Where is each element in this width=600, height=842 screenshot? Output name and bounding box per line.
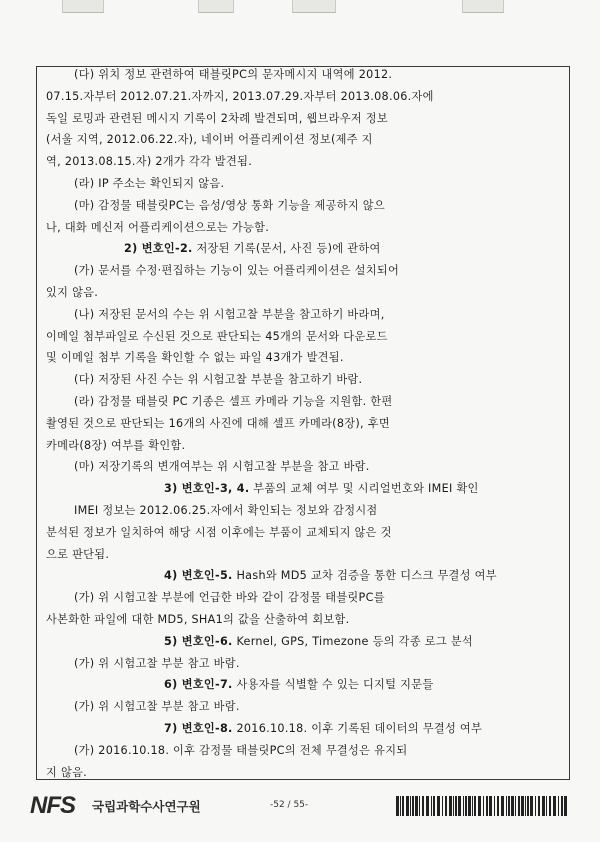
scan-mark bbox=[462, 0, 504, 13]
barcode-bar bbox=[412, 796, 414, 816]
text-line: 07.15.자부터 2012.07.21.자까지, 2013.07.29.자부터 2013.08.06.자에 bbox=[46, 89, 434, 103]
text-line: 분석된 정보가 일치하여 해당 시점 이후에는 부품이 교체되지 않은 것 bbox=[46, 525, 392, 539]
text-line: 으로 판단됨. bbox=[46, 547, 110, 561]
barcode-bar bbox=[518, 796, 520, 816]
text-line: 촬영된 것으로 판단되는 16개의 사진에 대해 셀프 카메라(8장), 후면 bbox=[46, 416, 390, 430]
text-line: 사본화한 파일에 대한 MD5, SHA1의 값을 산출하여 회보함. bbox=[46, 612, 350, 626]
barcode-bar bbox=[564, 796, 567, 816]
item7-title: 2016.10.18. 이후 기록된 데이터의 무결성 여부 bbox=[236, 721, 483, 735]
barcode-bar bbox=[527, 796, 529, 816]
item3-body bbox=[40, 500, 566, 565]
barcode-bar bbox=[472, 796, 473, 816]
text-line: (가) 문서를 수정·편집하는 기능이 있는 어플리케이션은 설치되어 bbox=[74, 264, 400, 278]
barcode-bar bbox=[483, 796, 484, 816]
item4-ga bbox=[40, 587, 566, 631]
barcode-bar bbox=[455, 796, 457, 816]
item6-heading bbox=[40, 674, 566, 696]
item6-number: 6) 변호인-7. bbox=[164, 678, 233, 692]
barcode-bar bbox=[511, 796, 514, 816]
document-body bbox=[40, 64, 566, 783]
text-line: 나, 대화 메신저 어플리케이션으로는 가능함. bbox=[46, 220, 270, 234]
scan-top-marks bbox=[0, 0, 600, 20]
barcode-bar bbox=[410, 796, 411, 816]
text-line: (마) 저장기록의 변개여부는 위 시험고찰 부분을 참고 바람. bbox=[74, 460, 370, 474]
item5-title: Kernel, GPS, Timezone 등의 각종 로그 분석 bbox=[236, 634, 473, 648]
barcode-bar bbox=[553, 796, 556, 816]
barcode-bar bbox=[525, 796, 526, 816]
nfs-logo: NFS bbox=[30, 792, 75, 819]
barcode-bar bbox=[437, 796, 440, 816]
item2-ga bbox=[40, 260, 566, 304]
item7-ga bbox=[40, 740, 566, 784]
barcode-bar bbox=[406, 796, 409, 816]
barcode-bar bbox=[426, 796, 429, 816]
barcode-bar bbox=[474, 796, 476, 816]
barcode-bar bbox=[458, 796, 461, 816]
item2-da bbox=[40, 369, 566, 391]
barcode-bar bbox=[558, 796, 559, 816]
text-line: (나) 저장된 문서의 수는 위 시험고찰 부분을 참고하기 바라며, bbox=[74, 307, 385, 321]
text-line: 및 이메일 첨부 기록을 확인할 수 없는 파일 43개가 발견됨. bbox=[46, 351, 344, 365]
barcode-icon bbox=[396, 796, 570, 816]
item7-number: 7) 변호인-8. bbox=[164, 721, 233, 735]
text-line: (다) 저장된 사진 수는 위 시험고찰 부분을 참고하기 바람. bbox=[74, 373, 363, 387]
barcode-bar bbox=[396, 796, 399, 816]
text-line: 역, 2013.08.15.자) 2개가 각각 발견됨. bbox=[46, 155, 253, 169]
section-d-location bbox=[40, 64, 566, 173]
barcode-bar bbox=[419, 796, 420, 816]
barcode-bar bbox=[478, 796, 481, 816]
item2-title: 저장된 기록(문서, 사진 등)에 관하여 bbox=[196, 242, 381, 256]
page-footer bbox=[0, 790, 600, 820]
barcode-bar bbox=[445, 796, 447, 816]
barcode-bar bbox=[465, 796, 467, 816]
scan-mark bbox=[62, 0, 104, 13]
org-name: 국립과학수사연구원 bbox=[92, 799, 201, 814]
text-line: (가) 위 시험고찰 부분에 언급한 바와 같이 감정물 태블릿PC를 bbox=[74, 591, 385, 605]
text-line: (마) 감정물 태블릿PC는 음성/영상 통화 기능을 제공하지 않으 bbox=[74, 198, 386, 212]
item4-heading bbox=[40, 565, 566, 587]
barcode-bar bbox=[506, 796, 507, 816]
item6-ga bbox=[40, 696, 566, 718]
item3-number: 3) 변호인-3, 4. bbox=[164, 482, 250, 496]
text-line: 지 않음. bbox=[46, 765, 88, 779]
text-line: 이메일 첨부파일로 수신된 것으로 판단되는 45개의 문서와 다운로드 bbox=[46, 329, 388, 343]
item5-heading bbox=[40, 631, 566, 653]
text-line: (라) 감정물 태블릿 PC 기종은 셀프 카메라 기능을 지원함. 한편 bbox=[74, 394, 393, 408]
barcode-bar bbox=[521, 796, 524, 816]
text-line: (라) IP 주소는 확인되지 않음. bbox=[74, 176, 225, 190]
barcode-bar bbox=[463, 796, 464, 816]
barcode-bar bbox=[442, 796, 443, 816]
barcode-bar bbox=[400, 796, 401, 816]
section-ma-call bbox=[40, 195, 566, 239]
barcode-bar bbox=[561, 796, 563, 816]
text-line: (가) 위 시험고찰 부분 참고 바람. bbox=[74, 656, 240, 670]
scan-mark bbox=[292, 0, 336, 13]
item7-heading bbox=[40, 718, 566, 740]
text-line: (서울 지역, 2012.06.22.자), 네이버 어플리케이션 정보(제주 지 bbox=[46, 133, 373, 147]
item5-number: 5) 변호인-6. bbox=[164, 634, 233, 648]
barcode-bar bbox=[449, 796, 452, 816]
barcode-bar bbox=[431, 796, 432, 816]
page-number: -52 / 55- bbox=[270, 800, 309, 810]
item2-number: 2) 변호인-2. bbox=[124, 242, 193, 256]
scan-mark bbox=[198, 0, 234, 13]
barcode-bar bbox=[538, 796, 540, 816]
item5-ga bbox=[40, 653, 566, 675]
text-line: 독일 로밍과 관련된 메시지 기록이 2차례 발견되며, 웹브라우저 정보 bbox=[46, 111, 389, 125]
item3-heading bbox=[40, 478, 566, 500]
barcode-bar bbox=[535, 796, 536, 816]
barcode-bar bbox=[542, 796, 545, 816]
barcode-bar bbox=[515, 796, 516, 816]
item3-title: 부품의 교체 여부 및 시리얼번호와 IMEI 확인 bbox=[253, 482, 479, 496]
barcode-bar bbox=[508, 796, 510, 816]
item2-ma bbox=[40, 456, 566, 478]
barcode-bar bbox=[489, 796, 492, 816]
barcode-bar bbox=[453, 796, 454, 816]
item2-ra bbox=[40, 391, 566, 456]
barcode-bar bbox=[501, 796, 504, 816]
text-line: (가) 위 시험고찰 부분 참고 바람. bbox=[74, 700, 240, 714]
item4-title: Hash와 MD5 교차 검증을 통한 디스크 무결성 여부 bbox=[236, 569, 497, 583]
text-line: 카메라(8장) 여부를 확인함. bbox=[46, 438, 186, 452]
item4-number: 4) 변호인-5. bbox=[164, 569, 233, 583]
text-line: IMEI 정보는 2012.06.25.자에서 확인되는 정보와 감정시점 bbox=[74, 503, 378, 517]
barcode-bar bbox=[497, 796, 499, 816]
barcode-bar bbox=[546, 796, 547, 816]
barcode-bar bbox=[433, 796, 435, 816]
item2-na bbox=[40, 304, 566, 369]
text-line: (가) 2016.10.18. 이후 감정물 태블릿PC의 전체 무결성은 유지되 bbox=[74, 743, 408, 757]
barcode-bar bbox=[549, 796, 551, 816]
text-line: (다) 위치 정보 관련하여 태블릿PC의 문자메시지 내역에 2012. bbox=[74, 68, 393, 81]
text-line: 있지 않음. bbox=[46, 285, 99, 299]
section-ra-ip bbox=[40, 173, 566, 195]
barcode-bar bbox=[415, 796, 418, 816]
item6-title: 사용자를 식별할 수 있는 디지털 지문들 bbox=[236, 678, 434, 692]
barcode-bar bbox=[486, 796, 488, 816]
item2-heading bbox=[40, 238, 566, 260]
barcode-bar bbox=[422, 796, 424, 816]
barcode-bar bbox=[530, 796, 533, 816]
barcode-bar bbox=[494, 796, 495, 816]
barcode-bar bbox=[402, 796, 404, 816]
barcode-bar bbox=[468, 796, 471, 816]
